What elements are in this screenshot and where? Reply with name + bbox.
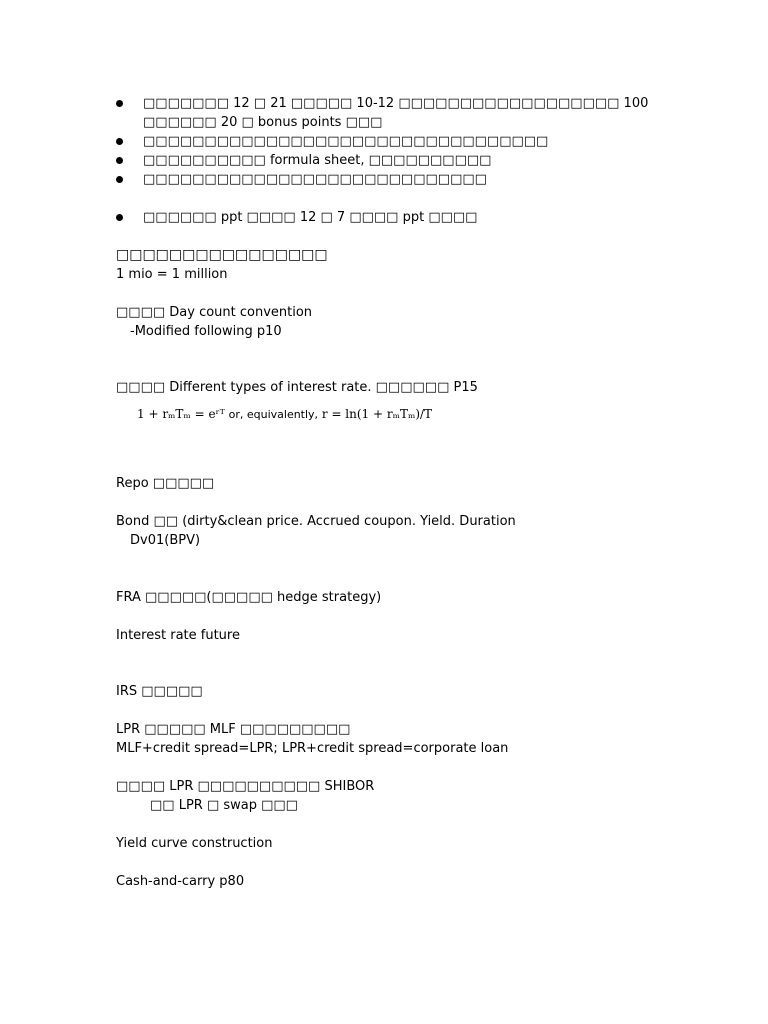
text-line-interest-rate-future: Interest rate future: [116, 628, 240, 643]
text-line-yield-curve: Yield curve construction: [116, 836, 273, 851]
text-line-repo: Repo □□□□□: [116, 476, 215, 491]
bullet-icon: [116, 157, 123, 164]
text-line-spread: MLF+credit spread=LPR; LPR+credit spread=corporate loan: [116, 741, 509, 756]
text-line-cash-and-carry: Cash-and-carry p80: [116, 874, 245, 889]
bullet-text: □□□□□□□□□□□□□□□□□□□□□□□□□□□□□□□□□: [143, 134, 549, 149]
text-line-lpr-mlf: LPR □□□□□ MLF □□□□□□□□□: [116, 722, 351, 737]
text-line-day-count: □□□□ Day count convention: [116, 305, 313, 320]
text-line-mio: 1 mio = 1 million: [116, 267, 228, 282]
bullet-item: [116, 170, 676, 189]
bullet-icon: [116, 176, 123, 183]
bullet-item: [116, 132, 676, 151]
text-line-lpr-shibor: □□□□ LPR □□□□□□□□□□ SHIBOR: [116, 779, 375, 794]
text-line-dv01: Dv01(BPV): [130, 533, 201, 548]
text-line-bond: Bond □□ (dirty&clean price. Accrued coupon. Yield. Duration: [116, 514, 516, 529]
bullet-icon: [116, 100, 123, 107]
section-heading: □□□□□□□□□□□□□□□□: [116, 247, 328, 263]
bullet-text: □□□□□□ ppt □□□□ 12 □ 7 □□□□ ppt □□□□: [143, 210, 478, 225]
text-line-fra: FRA □□□□□(□□□□□ hedge strategy): [116, 590, 382, 605]
bullet-item-ppt: [116, 208, 676, 227]
formula-left: 1 + rₘTₘ = eʳᵀ: [137, 407, 225, 421]
formula-right: r = ln(1 + rₘTₘ)/T: [321, 407, 433, 421]
bullet-icon: [116, 214, 123, 221]
text-line-modified-following: -Modified following p10: [130, 324, 282, 339]
bullet-item: [116, 151, 676, 170]
bullet-text: □□□□□□□ 12 □ 21 □□□□□ 10-12 □□□□□□□□□□□□□□□□□□ 100 □□□□□□ 20 □ bonus points □□□: [143, 96, 649, 130]
formula: [137, 407, 432, 421]
text-line-irs: IRS □□□□□: [116, 684, 203, 699]
formula-middle: or, equivalently,: [228, 408, 319, 421]
text-line-interest-rate-types: □□□□ Different types of interest rate. □□□□□□ P15: [116, 380, 478, 395]
text-line-lpr-swap: □□ LPR □ swap □□□: [150, 798, 298, 813]
bullet-text: □□□□□□□□□□□□□□□□□□□□□□□□□□□□: [143, 172, 487, 187]
bullet-text: □□□□□□□□□□ formula sheet, □□□□□□□□□□: [143, 153, 492, 168]
bullet-item: [116, 94, 676, 132]
bullet-icon: [116, 138, 123, 145]
